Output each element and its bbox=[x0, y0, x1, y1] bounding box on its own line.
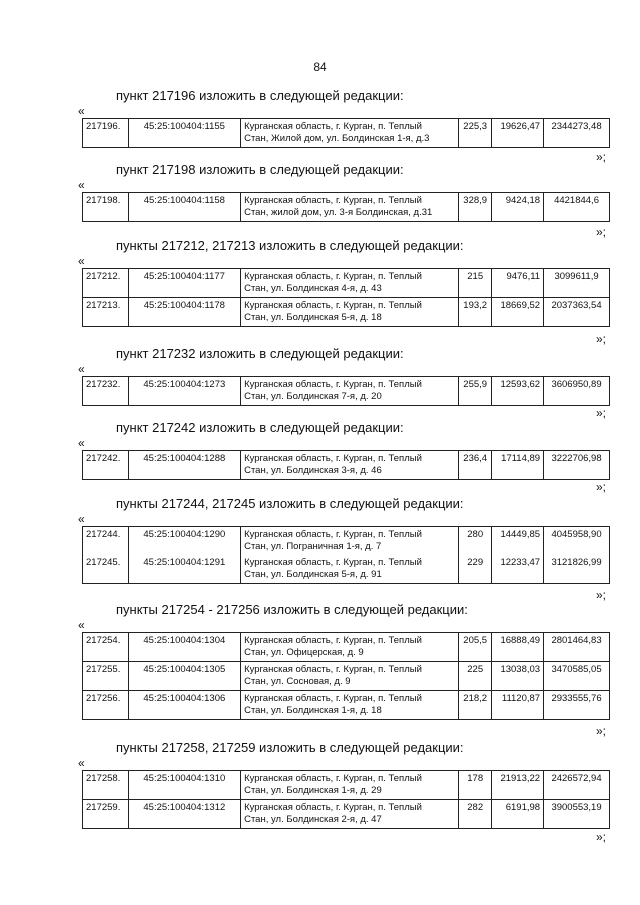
property-table bbox=[82, 192, 610, 222]
section-heading: пункты 217244, 217245 изложить в следующей редакции: bbox=[116, 496, 464, 511]
section-heading: пункт 217198 изложить в следующей редакции: bbox=[116, 162, 404, 177]
address-line-1: Курганская область, г. Курган, п. Теплый bbox=[244, 453, 422, 464]
table-row bbox=[83, 662, 610, 691]
address-cell bbox=[241, 662, 459, 691]
area-cell: 215 bbox=[458, 269, 491, 298]
address-line-1: Курганская область, г. Курган, п. Теплый bbox=[244, 802, 422, 813]
unit-value-cell: 21913,22 bbox=[492, 771, 544, 800]
unit-value-cell: 13038,03 bbox=[492, 662, 544, 691]
unit-value-cell: 12593,62 bbox=[492, 377, 544, 406]
address-line-2: Стан, жилой дом, ул. 3-я Болдинская, д.31 bbox=[244, 207, 433, 218]
cadastral-number-cell: 45:25:100404:1306 bbox=[128, 691, 240, 720]
property-table bbox=[82, 118, 610, 148]
address-line-2: Стан, ул. Болдинская 1-я, д. 18 bbox=[244, 705, 382, 716]
address-line-2: Стан, ул. Болдинская 2-я, д. 47 bbox=[244, 814, 382, 825]
open-quote: « bbox=[78, 104, 85, 118]
section-heading: пункты 217212, 217213 изложить в следующей редакции: bbox=[116, 238, 464, 253]
area-cell: 236,4 bbox=[458, 451, 491, 480]
address-cell bbox=[241, 771, 459, 800]
table-row bbox=[83, 377, 610, 406]
address-line-1: Курганская область, г. Курган, п. Теплый bbox=[244, 693, 422, 704]
unit-value-cell: 19626,47 bbox=[492, 119, 544, 148]
row-number-cell: 217196. bbox=[83, 119, 129, 148]
cadastral-value-cell: 3099611,9 bbox=[544, 269, 610, 298]
cadastral-value-cell: 2801464,83 bbox=[544, 633, 610, 662]
area-cell: 225,3 bbox=[458, 119, 491, 148]
unit-value-cell: 11120,87 bbox=[492, 691, 544, 720]
table-row bbox=[83, 771, 610, 800]
table-row bbox=[83, 691, 610, 720]
cadastral-value-cell: 2933555,76 bbox=[544, 691, 610, 720]
row-number-cell: 217245. bbox=[83, 555, 129, 584]
address-line-2: Стан, ул. Сосновая, д. 9 bbox=[244, 676, 351, 687]
address-line-2: Стан, Жилой дом, ул. Болдинская 1-я, д.3 bbox=[244, 133, 430, 144]
row-number-cell: 217242. bbox=[83, 451, 129, 480]
open-quote: « bbox=[78, 178, 85, 192]
cadastral-number-cell: 45:25:100404:1291 bbox=[128, 555, 240, 584]
address-line-1: Курганская область, г. Курган, п. Теплый bbox=[244, 664, 422, 675]
area-cell: 205,5 bbox=[458, 633, 491, 662]
page-number: 84 bbox=[313, 60, 327, 74]
address-line-1: Курганская область, г. Курган, п. Теплый bbox=[244, 121, 422, 132]
section-heading: пункт 217242 изложить в следующей редакции: bbox=[116, 420, 404, 435]
close-quote: »; bbox=[595, 724, 606, 738]
unit-value-cell: 17114,89 bbox=[492, 451, 544, 480]
table-row bbox=[83, 633, 610, 662]
address-line-2: Стан, ул. Пограничная 1-я, д. 7 bbox=[244, 541, 382, 552]
address-line-2: Стан, ул. Болдинская 5-я, д. 91 bbox=[244, 569, 382, 580]
cadastral-number-cell: 45:25:100404:1288 bbox=[128, 451, 240, 480]
unit-value-cell: 6191,98 bbox=[492, 800, 544, 829]
address-cell bbox=[241, 527, 459, 556]
table-row bbox=[83, 119, 610, 148]
cadastral-value-cell: 3900553,19 bbox=[544, 800, 610, 829]
cadastral-value-cell: 3222706,98 bbox=[544, 451, 610, 480]
table-row bbox=[83, 527, 610, 556]
table-row bbox=[83, 298, 610, 327]
cadastral-number-cell: 45:25:100404:1273 bbox=[128, 377, 240, 406]
row-number-cell: 217256. bbox=[83, 691, 129, 720]
table-row bbox=[83, 800, 610, 829]
open-quote: « bbox=[78, 512, 85, 526]
unit-value-cell: 14449,85 bbox=[492, 527, 544, 556]
close-quote: »; bbox=[595, 830, 606, 844]
property-table bbox=[82, 268, 610, 327]
open-quote: « bbox=[78, 756, 85, 770]
row-number-cell: 217232. bbox=[83, 377, 129, 406]
address-line-2: Стан, ул. Болдинская 5-я, д. 18 bbox=[244, 312, 382, 323]
area-cell: 218,2 bbox=[458, 691, 491, 720]
area-cell: 225 bbox=[458, 662, 491, 691]
address-cell bbox=[241, 193, 459, 222]
area-cell: 255,9 bbox=[458, 377, 491, 406]
address-line-2: Стан, ул. Болдинская 3-я, д. 46 bbox=[244, 465, 382, 476]
row-number-cell: 217212. bbox=[83, 269, 129, 298]
row-number-cell: 217258. bbox=[83, 771, 129, 800]
address-line-2: Стан, ул. Болдинская 1-я, д. 29 bbox=[244, 785, 382, 796]
section-heading: пункты 217254 - 217256 изложить в следующей редакции: bbox=[116, 602, 468, 617]
cadastral-value-cell: 2344273,48 bbox=[544, 119, 610, 148]
close-quote: »; bbox=[595, 588, 606, 602]
area-cell: 178 bbox=[458, 771, 491, 800]
table-row bbox=[83, 269, 610, 298]
property-table bbox=[82, 632, 610, 720]
cadastral-value-cell: 2426572,94 bbox=[544, 771, 610, 800]
open-quote: « bbox=[78, 254, 85, 268]
cadastral-value-cell: 3606950,89 bbox=[544, 377, 610, 406]
address-line-2: Стан, ул. Офицерская, д. 9 bbox=[244, 647, 364, 658]
cadastral-value-cell: 3470585,05 bbox=[544, 662, 610, 691]
section-heading: пункт 217232 изложить в следующей редакции: bbox=[116, 346, 404, 361]
cadastral-value-cell: 2037363,54 bbox=[544, 298, 610, 327]
open-quote: « bbox=[78, 362, 85, 376]
close-quote: »; bbox=[595, 480, 606, 494]
address-line-1: Курганская область, г. Курган, п. Теплый bbox=[244, 195, 422, 206]
table-row bbox=[83, 451, 610, 480]
address-line-1: Курганская область, г. Курган, п. Теплый bbox=[244, 773, 422, 784]
address-line-1: Курганская область, г. Курган, п. Теплый bbox=[244, 635, 422, 646]
open-quote: « bbox=[78, 618, 85, 632]
cadastral-number-cell: 45:25:100404:1304 bbox=[128, 633, 240, 662]
row-number-cell: 217255. bbox=[83, 662, 129, 691]
cadastral-number-cell: 45:25:100404:1305 bbox=[128, 662, 240, 691]
row-number-cell: 217244. bbox=[83, 527, 129, 556]
address-cell bbox=[241, 377, 459, 406]
unit-value-cell: 12233,47 bbox=[492, 555, 544, 584]
unit-value-cell: 16888,49 bbox=[492, 633, 544, 662]
address-cell bbox=[241, 298, 459, 327]
address-cell bbox=[241, 451, 459, 480]
address-line-2: Стан, ул. Болдинская 4-я, д. 43 bbox=[244, 283, 382, 294]
cadastral-number-cell: 45:25:100404:1155 bbox=[128, 119, 240, 148]
row-number-cell: 217198. bbox=[83, 193, 129, 222]
property-table bbox=[82, 526, 610, 584]
close-quote: »; bbox=[595, 332, 606, 346]
address-cell bbox=[241, 119, 459, 148]
row-number-cell: 217259. bbox=[83, 800, 129, 829]
close-quote: »; bbox=[595, 225, 606, 239]
property-table bbox=[82, 450, 610, 480]
address-line-1: Курганская область, г. Курган, п. Теплый bbox=[244, 271, 422, 282]
cadastral-number-cell: 45:25:100404:1158 bbox=[128, 193, 240, 222]
table-row bbox=[83, 193, 610, 222]
unit-value-cell: 9424,18 bbox=[492, 193, 544, 222]
close-quote: »; bbox=[595, 406, 606, 420]
area-cell: 328,9 bbox=[458, 193, 491, 222]
cadastral-number-cell: 45:25:100404:1290 bbox=[128, 527, 240, 556]
cadastral-value-cell: 4421844,6 bbox=[544, 193, 610, 222]
area-cell: 282 bbox=[458, 800, 491, 829]
table-row bbox=[83, 555, 610, 584]
property-table bbox=[82, 376, 610, 406]
address-line-1: Курганская область, г. Курган, п. Теплый bbox=[244, 557, 422, 568]
property-table bbox=[82, 770, 610, 829]
section-heading: пункты 217258, 217259 изложить в следующей редакции: bbox=[116, 740, 464, 755]
address-cell bbox=[241, 555, 459, 584]
address-line-1: Курганская область, г. Курган, п. Теплый bbox=[244, 529, 422, 540]
row-number-cell: 217254. bbox=[83, 633, 129, 662]
address-line-2: Стан, ул. Болдинская 7-я, д. 20 bbox=[244, 391, 382, 402]
cadastral-number-cell: 45:25:100404:1312 bbox=[128, 800, 240, 829]
section-heading: пункт 217196 изложить в следующей редакции: bbox=[116, 88, 404, 103]
cadastral-value-cell: 4045958,90 bbox=[544, 527, 610, 556]
address-cell bbox=[241, 800, 459, 829]
cadastral-value-cell: 3121826,99 bbox=[544, 555, 610, 584]
address-cell bbox=[241, 269, 459, 298]
row-number-cell: 217213. bbox=[83, 298, 129, 327]
close-quote: »; bbox=[595, 150, 606, 164]
cadastral-number-cell: 45:25:100404:1310 bbox=[128, 771, 240, 800]
cadastral-number-cell: 45:25:100404:1177 bbox=[128, 269, 240, 298]
address-line-1: Курганская область, г. Курган, п. Теплый bbox=[244, 379, 422, 390]
area-cell: 229 bbox=[458, 555, 491, 584]
address-cell bbox=[241, 633, 459, 662]
area-cell: 280 bbox=[458, 527, 491, 556]
address-line-1: Курганская область, г. Курган, п. Теплый bbox=[244, 300, 422, 311]
area-cell: 193,2 bbox=[458, 298, 491, 327]
open-quote: « bbox=[78, 436, 85, 450]
cadastral-number-cell: 45:25:100404:1178 bbox=[128, 298, 240, 327]
unit-value-cell: 9476,11 bbox=[492, 269, 544, 298]
unit-value-cell: 18669,52 bbox=[492, 298, 544, 327]
address-cell bbox=[241, 691, 459, 720]
